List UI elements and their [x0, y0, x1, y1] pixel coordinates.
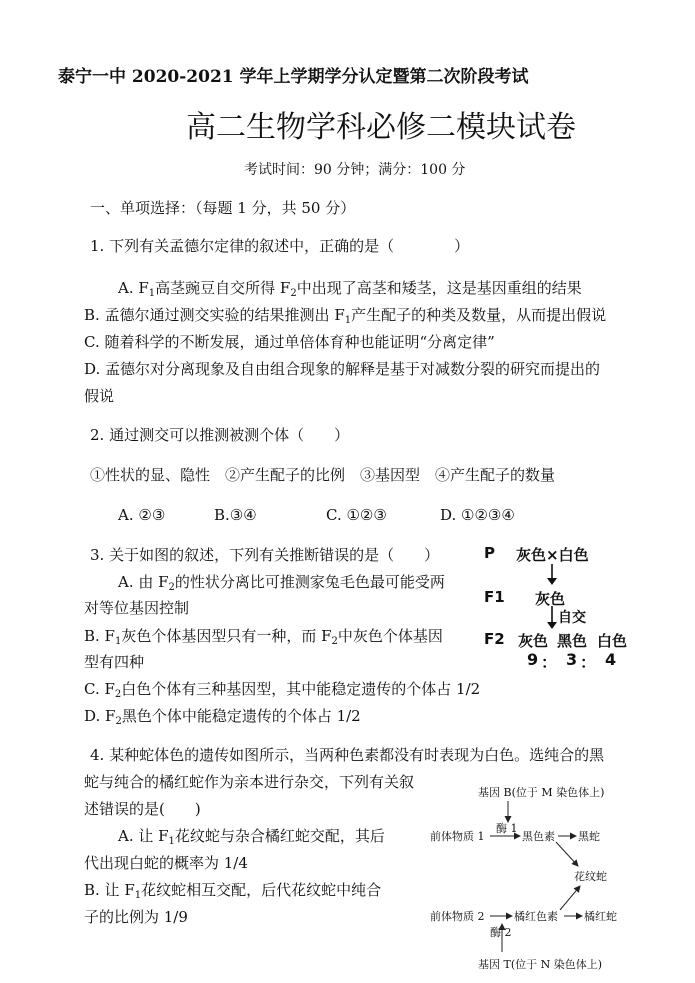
pd-ratio-3: 3 — [566, 650, 578, 669]
q3-option-d — [84, 706, 361, 726]
q1-a-mid: 高茎豌豆自交所得 F — [155, 279, 291, 297]
q3-option-b-line1 — [84, 626, 443, 646]
q1-option-b — [84, 305, 606, 325]
q3-a-sub: 2 — [168, 582, 175, 593]
black-snake-label: 黑蛇 — [578, 830, 600, 843]
pd-ratio-4: 4 — [605, 650, 617, 669]
precursor1-label: 前体物质 1 — [430, 830, 485, 843]
gene-b-label: 基因 B(位于 M 染色体上) — [478, 786, 605, 799]
section-heading: 一、单项选择：（每题 1 分，共 50 分） — [90, 199, 356, 217]
gene-t-label: 基因 T(位于 N 染色体上) — [478, 958, 603, 971]
q2-option-d: D. ①②③④ — [440, 506, 515, 524]
q1-a-sub1: 1 — [148, 288, 156, 299]
q3-d-post: 黑色个体中能稳定遗传的个体占 1/2 — [121, 707, 361, 725]
pd-arrow-1 — [544, 564, 560, 586]
q3-b-sub1: 1 — [114, 636, 122, 647]
pd-f1-label: F1 — [484, 588, 505, 606]
pd-colon-2: ： — [580, 653, 597, 672]
q3-b-post: 中灰色个体基因 — [337, 627, 443, 645]
page-title: 高二生物学科必修二模块试卷 — [186, 110, 576, 145]
q2-option-a: A. ②③ — [118, 506, 166, 524]
q1-stem: 1. 下列有关孟德尔定律的叙述中，正确的是（ ） — [90, 237, 470, 255]
patterned-snake-label: 花纹蛇 — [574, 870, 607, 883]
q3-option-b-line2: 型有四种 — [84, 653, 145, 671]
q1-b-pre: B. 孟德尔通过测交实验的结果推测出 F — [84, 306, 345, 324]
q4-b-sub: 1 — [134, 890, 142, 901]
q3-a-post: 的性状分离比可推测家兔毛色最可能受两 — [174, 573, 445, 591]
black-pigment-label: 黑色素 — [522, 830, 555, 843]
q3-c-sub: 2 — [114, 689, 122, 700]
black-to-pattern-arrow — [556, 842, 578, 866]
q4-a-pre: A. 让 F — [118, 827, 169, 845]
orange-snake-label: 橘红蛇 — [584, 910, 617, 923]
pd-selfing: 自交 — [558, 610, 586, 626]
q2-items: ①性状的显、隐性 ②产生配子的比例 ③基因型 ④产生配子的数量 — [90, 466, 556, 484]
pd-f2-black: 黑色 — [557, 632, 588, 650]
q4-pathway-diagram — [426, 778, 646, 978]
q4-option-b-line1 — [84, 880, 381, 900]
q1-a-sub2: 2 — [290, 288, 297, 299]
q4-stem-line2: 蛇与纯合的橘红蛇作为亲本进行杂交，下列有关叙 — [84, 773, 415, 791]
pd-p-label: P — [484, 544, 495, 562]
q4-option-a-line1 — [118, 826, 385, 846]
enzyme2-label: 酶 2 — [490, 926, 512, 939]
q2-option-c: C. ①②③ — [326, 506, 387, 524]
q3-a-pre: A. 由 F — [118, 573, 169, 591]
q4-option-a-line2: 代出现白蛇的概率为 1/4 — [84, 854, 248, 872]
orange-to-pattern-arrow — [560, 886, 580, 910]
q3-b-pre: B. F — [84, 627, 115, 645]
enzyme1-label: 酶 1 — [496, 822, 518, 835]
q1-option-c: C. 随着科学的不断发展，通过单倍体育种也能证明“分离定律” — [84, 333, 495, 351]
q1-option-d-line1: D. 孟德尔对分离现象及自由组合现象的解释是基于对减数分裂的研究而提出的 — [84, 360, 601, 378]
q3-c-post: 白色个体有三种基因型，其中能稳定遗传的个体占 1/2 — [121, 680, 481, 698]
pd-p-cross: 灰色×白色 — [516, 546, 589, 564]
q4-b-post: 花纹蛇相互交配，后代花纹蛇中纯合 — [141, 881, 382, 899]
q4-stem-line1: 4. 某种蛇体色的遗传如图所示，当两种色素都没有时表现为白色。选纯合的黑 — [90, 746, 605, 764]
pd-f2-white: 白色 — [597, 632, 628, 650]
pd-colon-1: ： — [541, 653, 558, 672]
pd-ratio-9: 9 — [527, 650, 539, 669]
q3-option-c — [84, 679, 480, 699]
q4-option-b-line2: 子的比例为 1/9 — [84, 908, 188, 926]
q2-option-b: B.③④ — [214, 506, 257, 524]
q4-b-pre: B. 让 F — [84, 881, 135, 899]
q1-b-sub: 1 — [344, 315, 352, 326]
pd-f2-label: F2 — [484, 630, 505, 648]
precursor2-label: 前体物质 2 — [430, 910, 485, 923]
q1-option-d-line2: 假说 — [84, 387, 115, 405]
q3-c-pre: C. F — [84, 680, 115, 698]
q3-d-sub: 2 — [115, 716, 122, 727]
q1-a-post: 中出现了高茎和矮茎，这是基因重组的结果 — [296, 279, 582, 297]
exam-info: 考试时间：90 分钟；满分：100 分 — [244, 162, 466, 178]
q3-b-mid: 灰色个体基因型只有一种，而 F — [121, 627, 332, 645]
q1-a-pre: A. F — [118, 279, 149, 297]
q3-d-pre: D. F — [84, 707, 116, 725]
q3-option-a-line2: 对等位基因控制 — [84, 599, 190, 617]
pd-f1-value: 灰色 — [535, 590, 566, 608]
q3-option-a-line1 — [118, 572, 445, 592]
orange-pigment-label: 橘红色素 — [514, 910, 558, 923]
q4-stem-line3: 述错误的是( ) — [84, 800, 201, 818]
q1-option-a — [118, 278, 582, 298]
q1-b-post: 产生配子的种类及数量，从而提出假说 — [351, 306, 607, 324]
q2-stem: 2. 通过测交可以推测被测个体（ ） — [90, 426, 350, 444]
q3-stem: 3. 关于如图的叙述，下列有关推断错误的是（ ） — [90, 546, 440, 564]
school-line: 泰宁一中 2020-2021 学年上学期学分认定暨第二次阶段考试 — [58, 67, 529, 87]
q4-a-post: 花纹蛇与杂合橘红蛇交配，其后 — [174, 827, 385, 845]
q3-b-sub2: 2 — [331, 636, 338, 647]
pd-f2-gray: 灰色 — [518, 632, 549, 650]
q4-a-sub: 1 — [168, 836, 175, 847]
